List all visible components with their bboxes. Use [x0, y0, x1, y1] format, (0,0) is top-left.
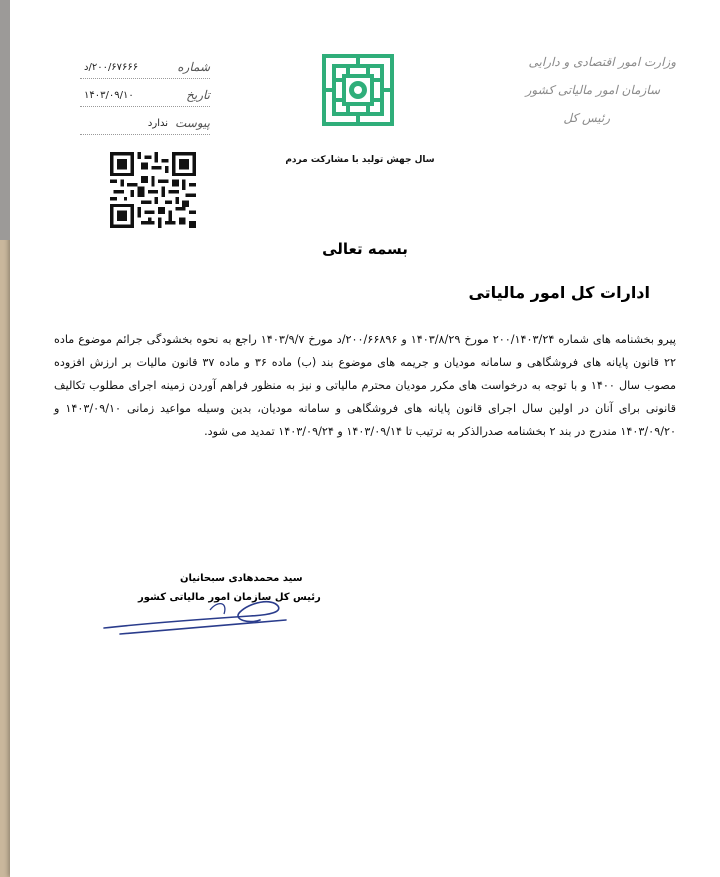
handwritten-signature-icon — [100, 590, 290, 640]
year-slogan: سال جهش تولید با مشارکت مردم — [285, 155, 435, 165]
letter-page — [10, 0, 720, 877]
letter-number: ۲۰۰/۶۷۶۶۶/د — [84, 62, 139, 73]
signer-title: رئیس کل سازمان امور مالیاتی کشور — [138, 592, 321, 603]
attachment-value: ندارد — [147, 118, 168, 129]
date-label: تاریخ — [186, 88, 210, 102]
basmala-heading: بسمه تعالی — [322, 240, 408, 258]
letter-number-row — [80, 58, 210, 79]
tax-organization-logo-icon — [318, 50, 398, 130]
attachment-label: پیوست — [175, 116, 210, 130]
recipient-heading: ادارات کل امور مالیاتی — [468, 283, 650, 302]
organization-line: سازمان امور مالیاتی کشور — [525, 83, 660, 97]
qr-code-icon — [110, 152, 196, 228]
attachment-row — [80, 114, 210, 135]
page-edge-shadow — [0, 0, 10, 240]
ministry-line: وزارت امور اقتصادی و دارایی — [528, 55, 676, 69]
date-row — [80, 86, 210, 107]
letter-body: پیرو بخشنامه های شماره ۲۰۰/۱۴۰۳/۲۴ مورخ ۱۴۰۳/۸/۲۹ و ۲۰۰/۶۶۸۹۶/د مورخ ۱۴۰۳/۹/۷ راجع به نحوه بخشودگی جرائم موضوع ماده ۲۲ قانون پایانه های فروشگاهی و سامانه مودیان و جریمه های موضوع بند (ب) ماده ۳۶ و ماده ۳۷ قانون مالیات بر ارزش افزوده مصوب سال ۱۴۰۰ و با توجه به درخواست های مکرر مودیان محترم مالیاتی و نیز به منظور فراهم آوردن زمینه اجرای مطلوب تکالیف قانونی برای آنان در اولین سال اجرای قانون پایانه های فروشگاهی و سامانه مودیان، بدین وسیله مواعید زمانی ۱۴۰۳/۰۹/۱۰ و ۱۴۰۳/۰۹/۲۰ مندرج در بند ۲ بخشنامه صدرالذکر به ترتیب تا ۱۴۰۳/۰۹/۱۴ و ۱۴۰۳/۰۹/۲۴ تمدید می شود. — [54, 333, 677, 438]
letter-date: ۱۴۰۳/۰۹/۱۰ — [84, 90, 134, 101]
office-line: رئیس کل — [563, 111, 610, 125]
signer-name: سید محمدهادی سبحانیان — [180, 573, 303, 584]
letter-number-label: شماره — [177, 60, 210, 74]
